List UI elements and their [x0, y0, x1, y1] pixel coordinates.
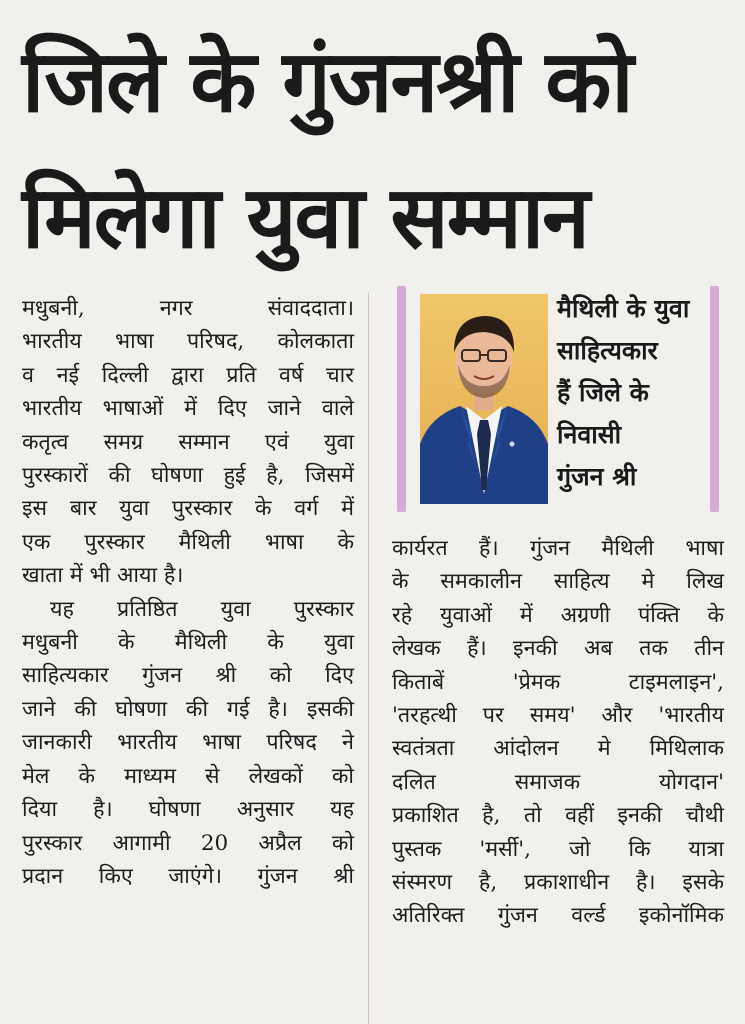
article-right-column	[392, 532, 724, 933]
article-line: यह प्रतिष्ठित युवा पुरस्कार	[50, 596, 354, 622]
article-line: पुरस्कारों की घोषणा हुई है, जिसमें	[22, 463, 354, 489]
photo-box-left-bar	[397, 286, 406, 512]
headline	[22, 14, 737, 286]
article-line: एक पुरस्कार मैथिली भाषा के	[22, 529, 354, 555]
article-line: कतृत्व समग्र सम्मान एवं युवा	[22, 429, 354, 455]
article-line: इस बार युवा पुरस्कार के वर्ग में	[22, 496, 354, 522]
article-line: संस्मरण है, प्रकाशाधीन है। इसके	[392, 870, 724, 896]
article-line: जानकारी भारतीय भाषा परिषद ने	[22, 730, 354, 756]
article-line: दलित समाजक योगदान'	[392, 769, 724, 795]
article-line: पुस्तक 'मर्सी', जो कि यात्रा	[392, 836, 724, 862]
caption-line: मैथिली के युवा	[557, 294, 690, 323]
article-line: अतिरिक्त गुंजन वर्ल्ड इकोनॉमिक	[392, 903, 724, 929]
article-line: पुरस्कार आगामी 20 अप्रैल को	[22, 830, 354, 856]
article-line: दिया है। घोषणा अनुसार यह	[22, 797, 354, 823]
article-line: भारतीय भाषाओं में दिए जाने वाले	[22, 396, 354, 422]
column-divider	[368, 292, 369, 1024]
headline-line-1: जिले के गुंजनश्री को	[22, 32, 632, 132]
photo-box	[397, 286, 719, 512]
caption-line: साहित्यकार	[557, 336, 658, 365]
article-line: के समकालीन साहित्य मे लिख	[392, 569, 724, 595]
headline-line-2: मिलेगा युवा सम्मान	[22, 168, 588, 268]
portrait-illustration	[420, 294, 548, 504]
photo-box-right-bar	[710, 286, 719, 512]
article-line: प्रदान किए जाएंगे। गुंजन श्री	[22, 863, 354, 889]
caption-line: गुंजन श्री	[557, 462, 637, 491]
portrait-photo	[420, 294, 548, 504]
article-line: कार्यरत हैं। गुंजन मैथिली भाषा	[392, 536, 724, 561]
article-left-column	[22, 292, 354, 893]
article-line: किताबें 'प्रेमक टाइमलाइन',	[392, 669, 724, 695]
article-line: लेखक हैं। इनकी अब तक तीन	[392, 636, 724, 662]
article-line: खाता में भी आया है।	[22, 563, 184, 589]
article-line: प्रकाशित है, तो वहीं इनकी चौथी	[392, 803, 724, 829]
article-line: भारतीय भाषा परिषद, कोलकाता	[22, 329, 354, 355]
article-line: मधुबनी, नगर संवाददाता।	[22, 296, 354, 321]
article-line: साहित्यकार गुंजन श्री को दिए	[22, 663, 354, 689]
photo-caption	[557, 288, 707, 498]
caption-line: निवासी	[557, 420, 622, 449]
article-line: रहे युवाओं में अग्रणी पंक्ति के	[392, 602, 724, 628]
caption-line: हैं जिले के	[557, 378, 649, 407]
article-line: व नई दिल्ली द्वारा प्रति वर्ष चार	[22, 362, 354, 388]
article-line: जाने की घोषणा की गई है। इसकी	[22, 696, 354, 722]
article-line: 'तरहत्थी पर समय' और 'भारतीय	[392, 703, 724, 729]
article-line: मेल के माध्यम से लेखकों को	[22, 763, 354, 789]
article-line: स्वतंत्रता आंदोलन मे मिथिलाक	[392, 736, 724, 762]
article-line: मधुबनी के मैथिली के युवा	[22, 630, 354, 656]
